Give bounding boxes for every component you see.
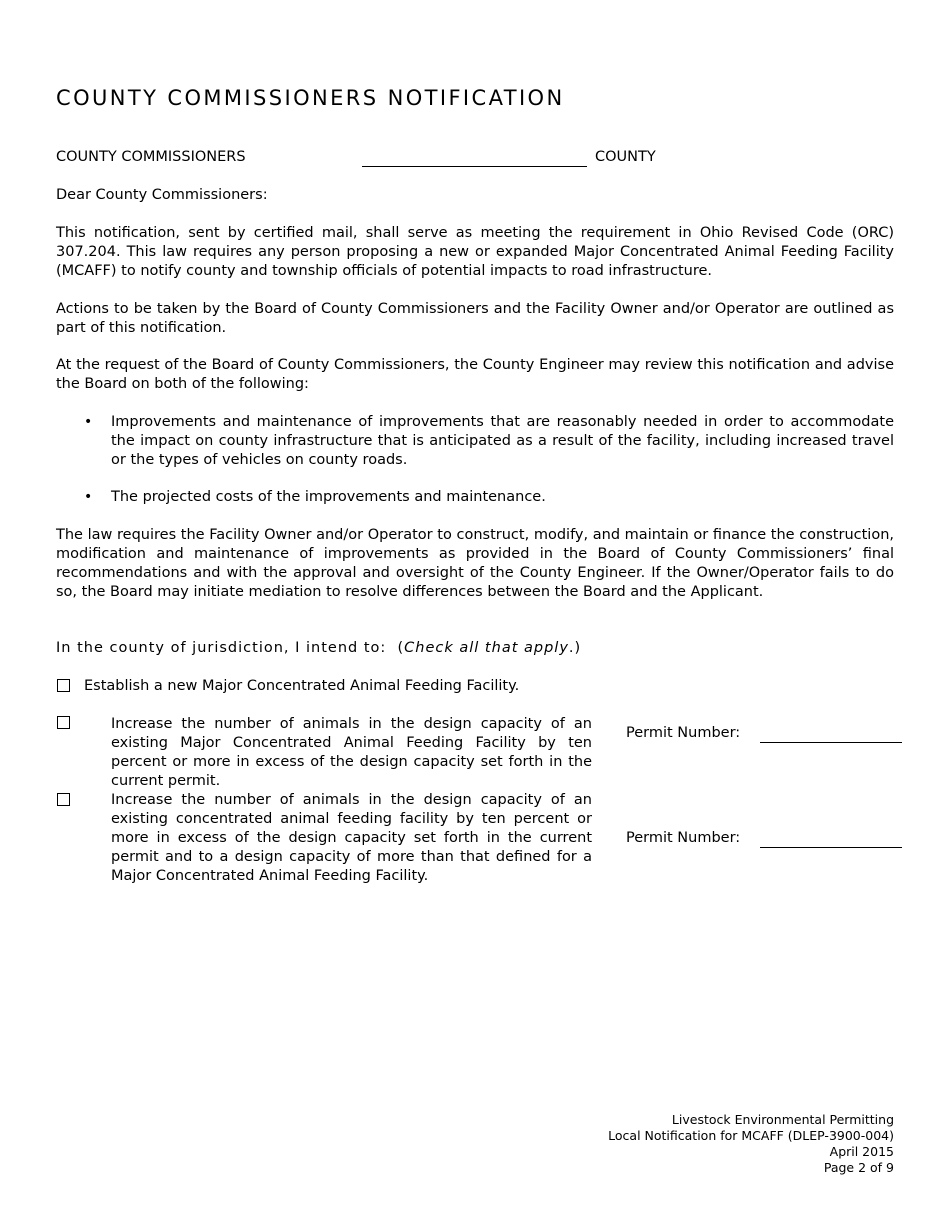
checkbox-new-mcaff[interactable] xyxy=(57,679,70,692)
permit-number-label: Permit Number: xyxy=(626,830,741,846)
intent-lead: In the county of jurisdiction, I intend to: xyxy=(56,640,387,656)
checkbox-increase-mcaff[interactable] xyxy=(57,716,70,729)
option-increase-mcaff-label: Increase the number of animals in the design capacity of an existing Major Concentrated Animal Feeding Facility by ten percent or more in excess of the design capacity set forth in the current permit. xyxy=(111,716,592,789)
intent-note: Check all that apply xyxy=(404,640,569,656)
footer-form-name: Local Notification for MCAFF (DLEP-3900-004) xyxy=(608,1128,894,1143)
paragraph-engineer-review: At the request of the Board of County Commissioners, the County Engineer may review this notification and advise the Board on both of the following: xyxy=(56,357,894,392)
county-commissioners-label: COUNTY COMMISSIONERS xyxy=(56,149,246,165)
bullet-dot: • xyxy=(84,414,93,430)
paragraph-actions: Actions to be taken by the Board of County Commissioners and the Facility Owner and/or Operator are outlined as part of this notification. xyxy=(56,301,894,336)
page-title: COUNTY COMMISSIONERS NOTIFICATION xyxy=(56,86,565,110)
bullet-dot: • xyxy=(84,489,93,505)
permit-number-label: Permit Number: xyxy=(626,725,741,741)
bullet-projected-costs: The projected costs of the improvements and maintenance. xyxy=(111,489,546,505)
paragraph-law-requirements: The law requires the Facility Owner and/or Operator to construct, modify, and maintain or finance the construction, modification and maintenance of improvements as provided in the Board of County Commissioners’ final recommendations and with the approval and oversight of the County Engineer. If the Owner/Operator fails to do so, the Board may initiate mediation to resolve differences between the Board and the Applicant. xyxy=(56,527,894,600)
option-increase-caff-label: Increase the number of animals in the design capacity of an existing concentrated animal feeding facility by ten percent or more in excess of the design capacity set forth in the current permit and to a design capacity of more than that defined for a Major Concentrated Animal Feeding Facility. xyxy=(111,792,592,884)
intent-note-open: ( xyxy=(397,640,405,656)
page-footer xyxy=(608,1112,894,1176)
footer-date: April 2015 xyxy=(829,1144,894,1159)
bullet-improvements: Improvements and maintenance of improvements that are reasonably needed in order to accommodate the impact on county infrastructure that is anticipated as a result of the facility, including increased travel or the types of vehicles on county roads. xyxy=(111,414,894,468)
footer-program: Livestock Environmental Permitting xyxy=(671,1112,894,1127)
permit-number-field[interactable] xyxy=(760,847,902,848)
intent-note-close: .) xyxy=(568,640,582,656)
county-label: COUNTY xyxy=(595,149,656,165)
paragraph-orc-requirement: This notification, sent by certified mail, shall serve as meeting the requirement in Ohio Revised Code (ORC) 307.204. This law requires any person proposing a new or expanded Major Concentrated Animal Feeding Facility (MCAFF) to notify county and township officials of potential impacts to road infrastructure. xyxy=(56,225,894,279)
checkbox-increase-caff[interactable] xyxy=(57,793,70,806)
option-new-mcaff-label: Establish a new Major Concentrated Animal Feeding Facility. xyxy=(84,678,520,694)
permit-number-field[interactable] xyxy=(760,742,902,743)
salutation: Dear County Commissioners: xyxy=(56,187,268,203)
footer-page-number: Page 2 of 9 xyxy=(823,1160,894,1175)
county-name-field[interactable] xyxy=(362,166,587,167)
intent-statement xyxy=(56,639,581,658)
